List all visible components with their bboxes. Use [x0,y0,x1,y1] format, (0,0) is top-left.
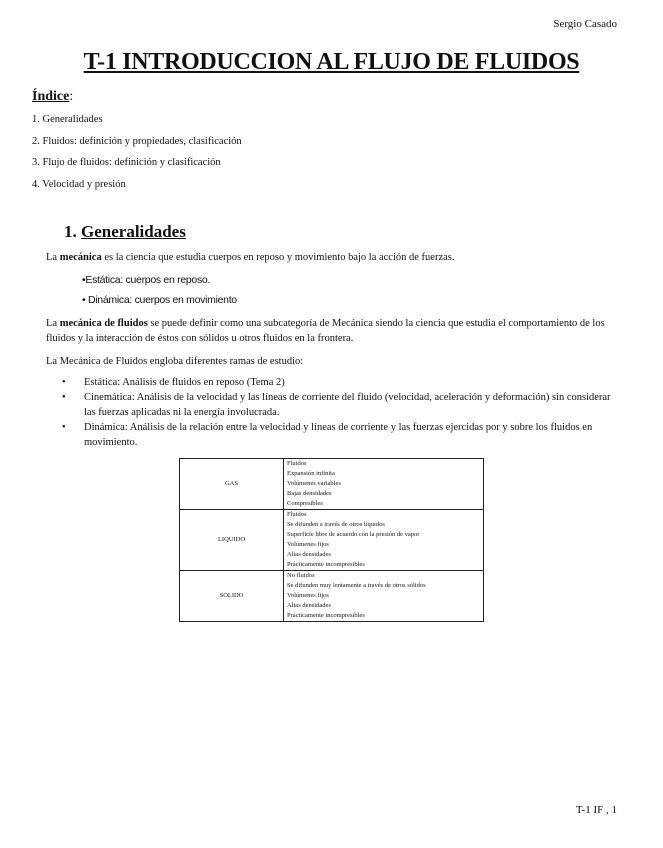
property-line: Altas densidades [287,602,331,609]
p2-term: mecánica de fluidos [59,318,148,329]
property-line: Expansión infinita [287,470,335,477]
index-item-2: 2. Fluidos: definición y propiedades, clasificación [32,136,242,147]
paragraph-ramas: La Mecánica de Fluidos engloba diferentes ramas de estudio: [46,356,304,367]
list-item [62,390,622,420]
states-table [179,458,484,622]
state-properties-gas [284,459,484,510]
bullet-icon: • [62,377,66,388]
property-line: Volúmenes fijos [287,592,329,599]
section-heading [64,222,186,242]
state-properties-liquido [284,510,484,571]
index-item-4: 4. Velocidad y presión [32,179,126,190]
paragraph-mecanica-fluidos [46,316,621,346]
bullet-icon: • [62,422,66,433]
index-item-1: 1. Generalidades [32,114,103,125]
author-name: Sergio Casado [553,18,617,30]
property-line: Prácticamente incompresibles [287,561,365,568]
branches-list [62,375,622,450]
property-line: Volúmenes variables [287,480,341,487]
table-row-liquido [180,510,484,571]
property-line: Fluidos [287,460,307,467]
index-item-3: 3. Flujo de fluidos: definición y clasificación [32,157,221,168]
section-title: Generalidades [81,222,186,241]
property-line: Altas densidades [287,551,331,558]
section-number: 1. [64,222,77,241]
index-heading-label: Índice [32,89,70,104]
p1-post: es la ciencia que estudia cuerpos en reposo y movimiento bajo la acción de fuerzas. [101,252,455,263]
list-item [62,420,622,450]
paragraph-mecanica [46,250,621,265]
sub-item-estatica: •Estática: cuerpos en reposo. [82,274,211,286]
property-line: Fluidos [287,511,307,518]
property-line: Volúmenes fijos [287,541,329,548]
state-label-liquido: LIQUIDO [180,510,284,571]
property-line: Se difunden a través de otros líquidos [287,521,385,528]
page-title: T-1 INTRODUCCION AL FLUJO DE FLUIDOS [83,49,580,75]
list-item-text: Estática: Análisis de fluidos en reposo (Tema 2) [84,377,285,388]
state-properties-solido [284,571,484,622]
p2-pre: La [46,318,60,329]
state-label-gas: GAS [180,459,284,510]
list-item [62,375,622,390]
index-heading [32,89,73,105]
property-line: Prácticamente incompresibles [287,612,365,619]
property-line: Superficie libre de acuerdo con la presión de vapor [287,531,420,538]
bullet-icon: • [62,392,66,403]
property-line: Se difunden muy lentamente a través de otros sólidos [287,582,426,589]
p2-post: se puede definir como una subcategoría de Mecánica siendo la ciencia que estudia el comportamiento de los fluidos y la interacción de éstos con sólidos u otros fluidos en la frontera. [46,318,605,344]
table-row-gas [180,459,484,510]
table-row-solido [180,571,484,622]
sub-item-dinamica: • Dinámica: cuerpos en movimiento [82,294,237,306]
p1-pre: La [46,252,60,263]
property-line: Bajas densidades [287,490,332,497]
property-line: No fluidos [287,572,315,579]
index-heading-colon: : [69,89,74,104]
list-item-text: Dinámica: Análisis de la relación entre la velocidad y líneas de corriente y las fuerzas ejercidas por y sobre los fluidos en movimiento. [84,422,593,448]
page-number: T-1 IF , 1 [575,804,617,816]
state-label-solido: SOLIDO [180,571,284,622]
list-item-text: Cinemática: Análisis de la velocidad y las líneas de corriente del fluido (velocidad, aceleración y deformación) sin considerar las fuerzas aplicadas ni la energía involucrada. [84,392,611,418]
property-line: Compresibles [287,500,323,507]
p1-term: mecánica [59,252,102,263]
